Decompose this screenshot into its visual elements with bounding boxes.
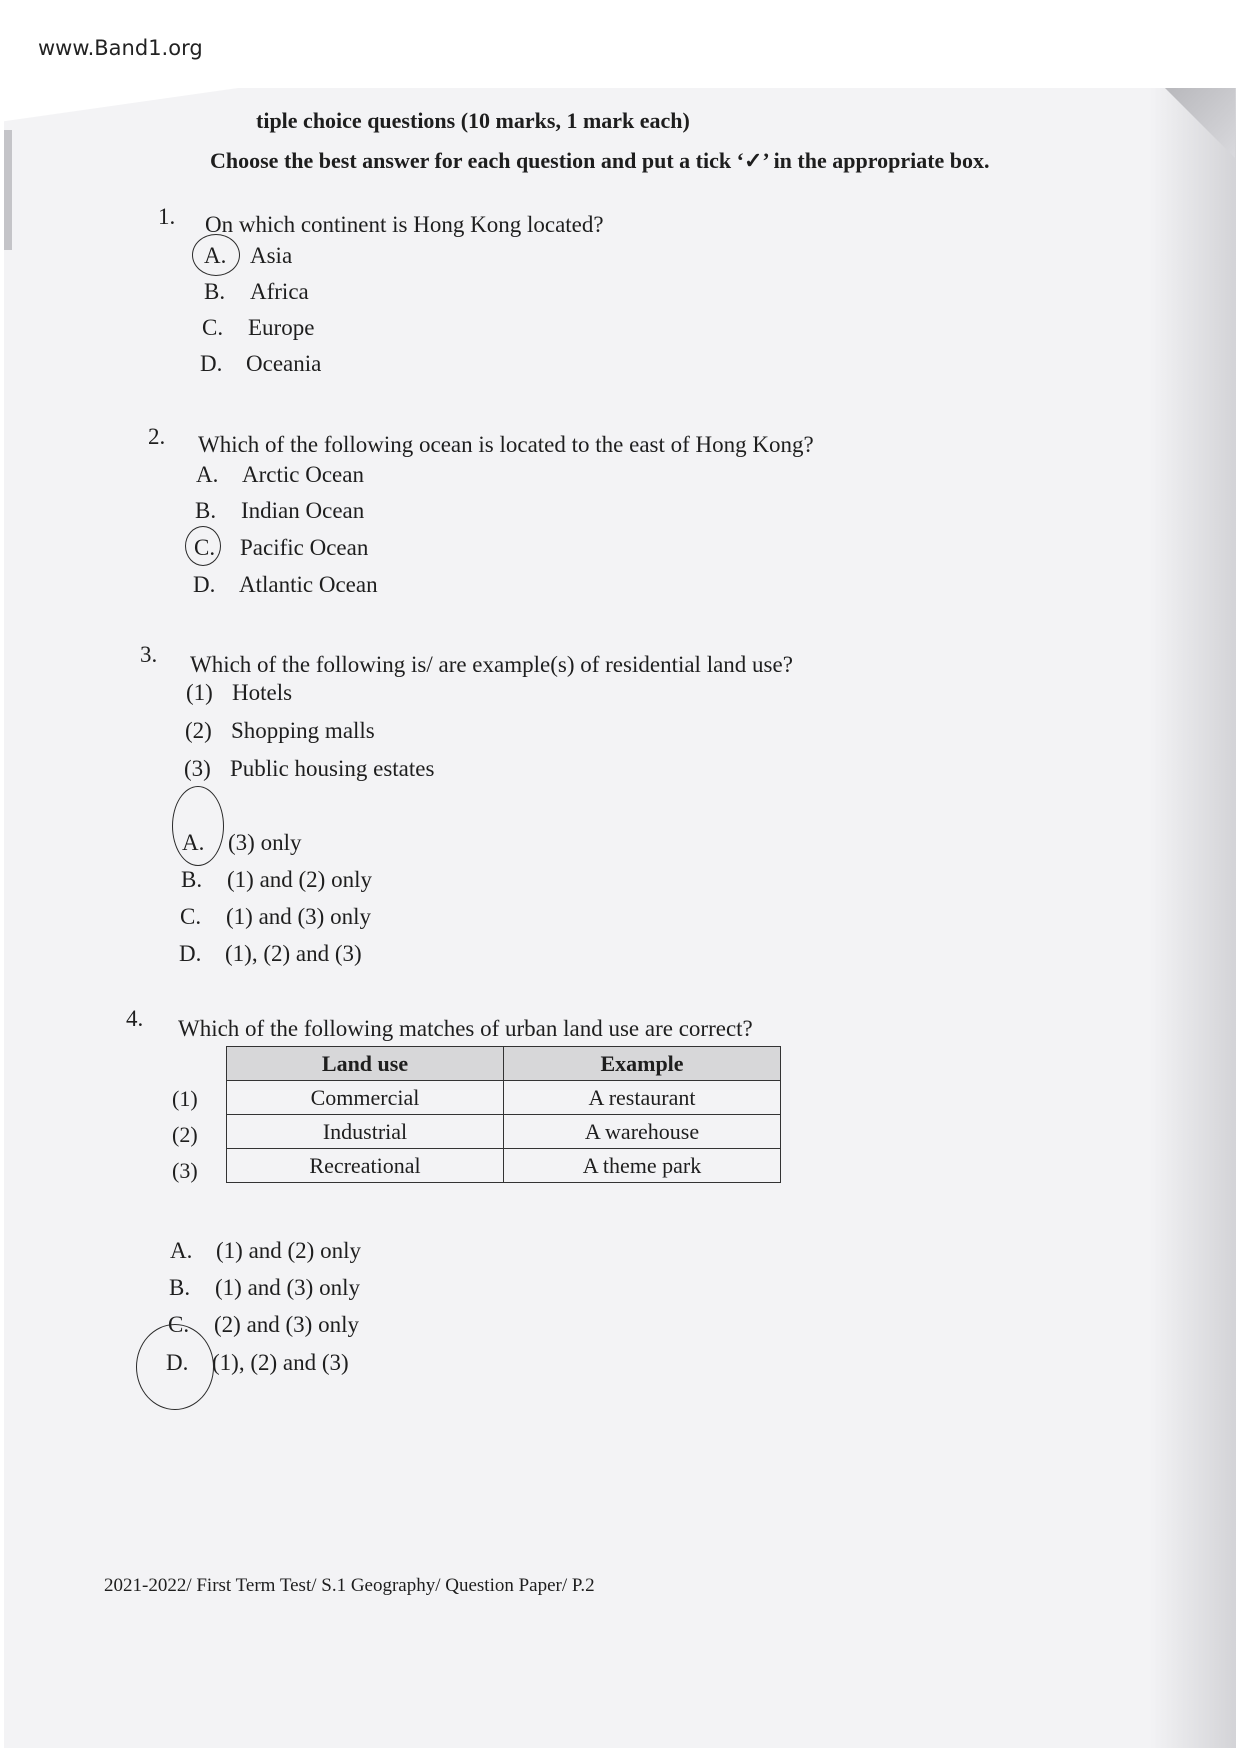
answer-circle-mark <box>185 526 221 566</box>
option-letter: A. <box>170 1238 193 1263</box>
question-text: On which continent is Hong Kong located? <box>205 212 604 237</box>
statement-label: (3) <box>184 756 211 781</box>
table-row-label: (1) <box>172 1086 198 1111</box>
option-text: (1) and (2) only <box>227 867 372 892</box>
option-letter: A. <box>204 243 227 268</box>
answer-circle-mark <box>136 1324 214 1410</box>
table-cell-example: A theme park <box>504 1149 781 1183</box>
question-number: 2. <box>148 424 166 449</box>
table-cell-land-use: Recreational <box>227 1149 504 1183</box>
watermark: www.Band1.org <box>38 36 203 60</box>
option-letter: C. <box>194 535 216 560</box>
option-c[interactable] <box>180 904 371 930</box>
question-text: Which of the following ocean is located to the east of Hong Kong? <box>198 432 814 457</box>
option-text: (2) and (3) only <box>214 1312 359 1337</box>
table-header-land-use: Land use <box>227 1047 504 1081</box>
option-text: Pacific Ocean <box>240 535 369 560</box>
table-row-label: (2) <box>172 1122 198 1147</box>
table-row <box>227 1149 781 1183</box>
option-b[interactable] <box>169 1275 360 1301</box>
table-row <box>227 1081 781 1115</box>
option-letter: C. <box>180 904 202 929</box>
option-d[interactable] <box>193 572 378 598</box>
option-text: (1) and (3) only <box>226 904 371 929</box>
option-text: Indian Ocean <box>241 498 365 523</box>
option-text: (1), (2) and (3) <box>212 1350 349 1375</box>
option-letter: D. <box>179 941 202 966</box>
option-b[interactable] <box>195 498 364 524</box>
statement-label: (2) <box>185 718 212 743</box>
option-letter: B. <box>204 279 226 304</box>
table-row-label: (3) <box>172 1158 198 1183</box>
option-d[interactable] <box>200 351 321 377</box>
option-letter: A. <box>196 462 219 487</box>
option-letter: D. <box>200 351 223 376</box>
option-text: Europe <box>248 315 315 340</box>
option-letter: D. <box>166 1350 189 1375</box>
statement-1 <box>186 680 292 706</box>
section-instructions: Choose the best answer for each question and put a tick ‘✓’ in the appropriate box. <box>210 148 990 173</box>
question-number: 1. <box>158 204 176 229</box>
statement-text: Hotels <box>232 680 293 705</box>
option-b[interactable] <box>181 867 372 893</box>
table-cell-example: A warehouse <box>504 1115 781 1149</box>
option-text: Asia <box>250 243 293 268</box>
question-text: Which of the following is/ are example(s) of residential land use? <box>190 652 793 677</box>
option-letter: B. <box>195 498 217 523</box>
option-a[interactable] <box>196 462 364 488</box>
option-text: (3) only <box>228 830 302 855</box>
statement-label: (1) <box>186 680 213 705</box>
page-footer: 2021-2022/ First Term Test/ S.1 Geography/ Question Paper/ P.2 <box>104 1575 595 1596</box>
table-cell-land-use: Industrial <box>227 1115 504 1149</box>
answer-circle-mark <box>172 786 224 866</box>
statement-text: Public housing estates <box>230 756 435 781</box>
option-text: Atlantic Ocean <box>239 572 378 597</box>
option-letter: B. <box>169 1275 191 1300</box>
option-b[interactable] <box>204 279 309 305</box>
statement-2 <box>185 718 375 744</box>
option-c[interactable] <box>202 315 314 341</box>
section-title: tiple choice questions (10 marks, 1 mark each) <box>256 108 690 133</box>
option-letter: B. <box>181 867 203 892</box>
option-letter: C. <box>168 1312 190 1337</box>
land-use-table <box>226 1046 781 1183</box>
table-header-row <box>227 1047 781 1081</box>
question-number: 3. <box>140 642 158 667</box>
option-a[interactable] <box>170 1238 361 1264</box>
option-text: (1) and (3) only <box>215 1275 360 1300</box>
statement-3 <box>184 756 434 782</box>
statement-text: Shopping malls <box>231 718 375 743</box>
option-text: Africa <box>250 279 309 304</box>
answer-circle-mark <box>192 234 240 276</box>
option-text: Arctic Ocean <box>242 462 364 487</box>
option-text: Oceania <box>246 351 322 376</box>
question-text: Which of the following matches of urban land use are correct? <box>178 1016 753 1041</box>
table-cell-example: A restaurant <box>504 1081 781 1115</box>
option-text: (1), (2) and (3) <box>225 941 362 966</box>
question-number: 4. <box>126 1006 144 1031</box>
table-row <box>227 1115 781 1149</box>
option-text: (1) and (2) only <box>216 1238 361 1263</box>
table-header-example: Example <box>504 1047 781 1081</box>
option-letter: C. <box>202 315 224 340</box>
option-letter: A. <box>182 830 205 855</box>
option-d[interactable] <box>179 941 362 967</box>
table-cell-land-use: Commercial <box>227 1081 504 1115</box>
option-letter: D. <box>193 572 216 597</box>
